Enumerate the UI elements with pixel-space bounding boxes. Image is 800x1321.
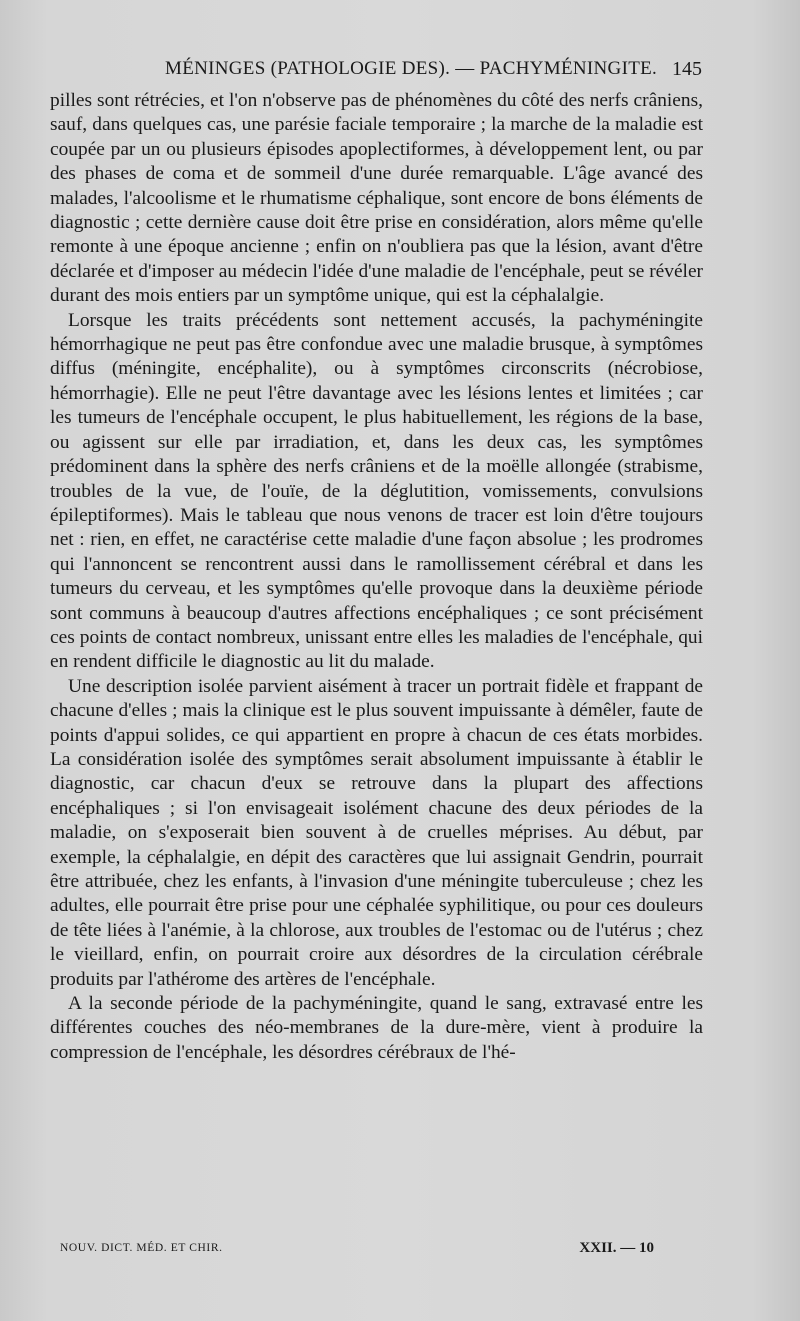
signature-mark: NOUV. DICT. MÉD. ET CHIR. [60,1242,223,1254]
paragraph: A la seconde période de la pachyméningite, quand le sang, extravasé entre les différentes couches des néo-membranes de la dure-mère, vient à produire la compression de l'encéphale, les désordres cérébraux de l'hé- [50,993,703,1063]
paragraph: Lorsque les traits précédents sont nettement accusés, la pachyméningite hémorrhagique ne peut pas être confondue avec une maladie brusque, à symptômes diffus (méningite, encéphalite), ou à symptômes circonscrits (nécrobiose, hémorrhagie). Elle ne peut l'être davantage avec les lésions lentes et limitées ; car les tumeurs de l'encéphale occupent, le plus habituellement, les régions de la base, ou agissent sur elle par irradiation, et, dans les deux cas, les symptômes prédominent dans la sphère des nerfs crâniens et de la moëlle allongée (strabisme, troubles de la vue, de l'ouïe, de la déglutition, vomissements, convulsions épileptiformes). Mais le tableau que nous venons de tracer est loin d'être toujours net : rien, en effet, ne caractérise cette maladie d'une façon absolue ; les prodromes qui l'annoncent se rencontrent aussi dans le ramollissement cérébral et dans les tumeurs du cerveau, et les symptômes qu'elle provoque dans la deuxième période sont communs à beaucoup d'autres affections encéphaliques ; ce sont précisément ces points de contact nombreux, unissant entre elles les maladies de l'encéphale, qui en rendent difficile le diagnostic au lit du malade. [50,309,703,673]
page-footer [50,1240,702,1260]
paragraph: Une description isolée parvient aisément à tracer un portrait fidèle et frappant de chacune d'elles ; mais la clinique est le plus souvent impuissante à démêler, faute de points d'appui solides, ce qui appartient en propre à chacun de ces états morbides. La considération isolée des symptômes serait absolument impuissante à établir le diagnostic, car chacun d'eux se retrouve dans la plupart des affections encéphaliques ; si l'on envisageait isolément chacune des deux périodes de la maladie, on s'exposerait bien souvent à de cruelles méprises. Au début, par exemple, la céphalalgie, en dépit des caractères que lui assignait Gendrin, pourrait être attribuée, chez les enfants, à l'invasion d'une méningite tuberculeuse ; chez les adultes, elle pourrait être prise pour une céphalée syphilitique, ou pour ces douleurs de tête liées à l'anémie, à la chlorose, aux troubles de l'estomac ou de l'utérus ; chez le vieillard, enfin, on pourrait croire aux désordres de la circulation cérébrale produits par l'athérome des artères de l'encéphale. [50,675,703,990]
page-number: 145 [672,58,702,80]
paragraph-continued: pilles sont rétrécies, et l'on n'observe pas de phénomènes du côté des nerfs crâniens, sauf, dans quelques cas, une parésie faciale temporaire ; la marche de la maladie est coupée par un ou plusieurs épisodes apoplectiformes, à développement lent, ou par des phases de coma et de sommeil d'une durée remarquable. L'âge avancé des malades, l'alcoolisme et le rhumatisme céphalique, sont encore de bons éléments de diagnostic ; cette dernière cause doit être prise en considération, alors même qu'elle remonte à une époque ancienne ; enfin on n'oubliera pas que la lésion, avant d'être déclarée et d'imposer au médecin l'idée d'une maladie de l'encéphale, peut se révéler durant des mois entiers par un symptôme unique, qui est la céphalalgie. [50,90,704,307]
body-text [50,89,703,1065]
running-title: MÉNINGES (PATHOLOGIE DES). — PACHYMÉNINGITE. [165,58,658,79]
volume-signature: XXII. — 10 [579,1240,654,1256]
page-header [50,58,702,84]
